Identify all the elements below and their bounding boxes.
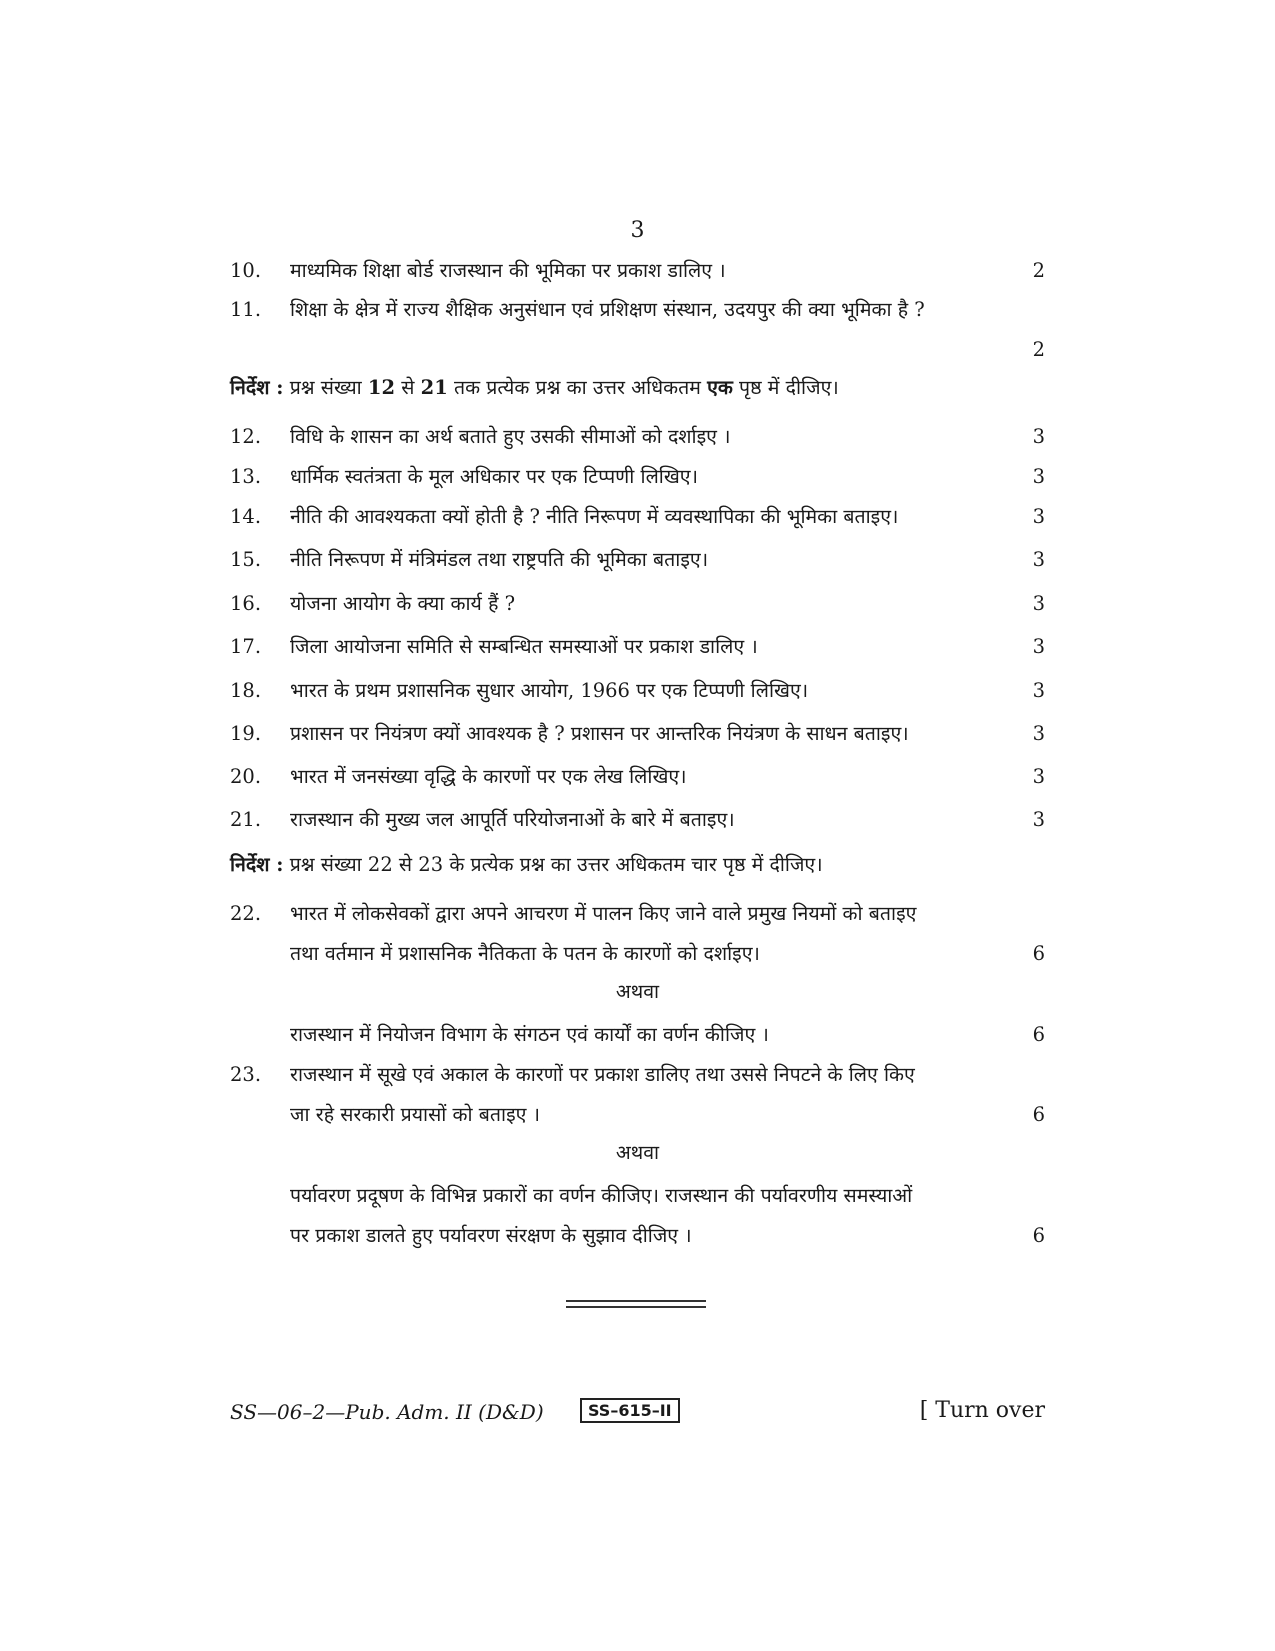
question-11 bbox=[230, 290, 1045, 370]
question-text: जिला आयोजना समिति से सम्बन्धित समस्याओं पर प्रकाश डालिए । bbox=[290, 635, 758, 658]
question-text-line2: तथा वर्तमान में प्रशासनिक नैतिकता के पतन के कारणों को दर्शाइए। bbox=[290, 942, 760, 965]
question-marks: 3 bbox=[1032, 465, 1045, 488]
question-number: 19. bbox=[230, 722, 262, 745]
question-23-alternative bbox=[230, 1176, 1045, 1256]
question-marks: 6 bbox=[1032, 1224, 1045, 1247]
question-marks: 3 bbox=[1032, 592, 1045, 615]
instruction-text: से bbox=[401, 376, 415, 399]
question-marks: 3 bbox=[1032, 808, 1045, 831]
question-marks: 6 bbox=[1032, 942, 1045, 965]
question-number: 21. bbox=[230, 808, 262, 831]
end-rule-bottom bbox=[566, 1306, 706, 1308]
question-number: 10. bbox=[230, 259, 262, 282]
question-number: 13. bbox=[230, 465, 262, 488]
footer-paper-code: SS–615–II bbox=[580, 1398, 680, 1423]
question-marks: 3 bbox=[1032, 765, 1045, 788]
question-marks: 6 bbox=[1032, 1023, 1045, 1046]
question-marks: 3 bbox=[1032, 635, 1045, 658]
question-text: नीति निरूपण में मंत्रिमंडल तथा राष्ट्रपति की भूमिका बताइए। bbox=[290, 548, 709, 571]
question-text: विधि के शासन का अर्थ बताते हुए उसकी सीमाओं को दर्शाइए । bbox=[290, 425, 731, 448]
question-marks: 2 bbox=[1032, 259, 1045, 282]
question-marks: 3 bbox=[1032, 548, 1045, 571]
question-text-line1: भारत में लोकसेवकों द्वारा अपने आचरण में पालन किए जाने वाले प्रमुख नियमों को बताइए bbox=[290, 902, 917, 925]
instruction-section-c bbox=[230, 845, 823, 885]
question-text: भारत के प्रथम प्रशासनिक सुधार आयोग, 1966 पर एक टिप्पणी लिखिए। bbox=[290, 679, 809, 702]
footer-turn-over: [ Turn over bbox=[919, 1398, 1045, 1423]
question-number: 17. bbox=[230, 635, 262, 658]
question-text: योजना आयोग के क्या कार्य हैं ? bbox=[290, 592, 516, 615]
instruction-label: निर्देश : bbox=[230, 853, 284, 876]
instruction-number-to: 21 bbox=[420, 376, 448, 399]
instruction-text: पृष्ठ में दीजिए। bbox=[739, 376, 839, 399]
question-text: राजस्थान की मुख्य जल आपूर्ति परियोजनाओं के बारे में बताइए। bbox=[290, 808, 735, 831]
question-number: 11. bbox=[230, 298, 262, 321]
question-marks: 6 bbox=[1032, 1103, 1045, 1126]
question-text-line1: राजस्थान में सूखे एवं अकाल के कारणों पर प्रकाश डालिए तथा उससे निपटने के लिए किए bbox=[290, 1063, 915, 1086]
instruction-text: प्रश्न संख्या bbox=[289, 376, 362, 399]
question-number: 12. bbox=[230, 425, 262, 448]
question-number: 14. bbox=[230, 505, 262, 528]
instruction-label: निर्देश : bbox=[230, 376, 284, 399]
question-marks: 2 bbox=[1032, 338, 1045, 361]
end-rule-top bbox=[566, 1300, 706, 1302]
question-marks: 3 bbox=[1032, 679, 1045, 702]
instruction-text: प्रश्न संख्या 22 से 23 के प्रत्येक प्रश्न का उत्तर अधिकतम चार पृष्ठ में दीजिए। bbox=[289, 853, 823, 876]
question-number: 23. bbox=[230, 1063, 262, 1086]
question-marks: 3 bbox=[1032, 425, 1045, 448]
instruction-emphasis: एक bbox=[707, 376, 733, 399]
question-text: राजस्थान में नियोजन विभाग के संगठन एवं कार्यों का वर्णन कीजिए । bbox=[290, 1023, 769, 1046]
instruction-text: तक प्रत्येक प्रश्न का उत्तर अधिकतम bbox=[454, 376, 701, 399]
page-number: 3 bbox=[630, 218, 645, 243]
question-text-line2: पर प्रकाश डालते हुए पर्यावरण संरक्षण के सुझाव दीजिए । bbox=[290, 1224, 692, 1247]
question-text-line2: जा रहे सरकारी प्रयासों को बताइए । bbox=[290, 1103, 541, 1126]
question-text: नीति की आवश्यकता क्यों होती है ? नीति निरूपण में व्यवस्थापिका की भूमिका बताइए। bbox=[290, 505, 899, 528]
question-number: 18. bbox=[230, 679, 262, 702]
question-23 bbox=[230, 1055, 1045, 1135]
question-marks: 3 bbox=[1032, 505, 1045, 528]
question-text: प्रशासन पर नियंत्रण क्यों आवश्यक है ? प्रशासन पर आन्तरिक नियंत्रण के साधन बताइए। bbox=[290, 722, 909, 745]
footer-paper-id: SS—06–2—Pub. Adm. II (D&D) bbox=[230, 1400, 544, 1424]
question-text: शिक्षा के क्षेत्र में राज्य शैक्षिक अनुसंधान एवं प्रशिक्षण संस्थान, उदयपुर की क्या भूमिका है ? bbox=[290, 298, 925, 321]
or-label: अथवा bbox=[615, 1141, 660, 1164]
question-number: 16. bbox=[230, 592, 262, 615]
question-number: 15. bbox=[230, 548, 262, 571]
question-number: 22. bbox=[230, 902, 262, 925]
question-22 bbox=[230, 894, 1045, 974]
question-text-line1: पर्यावरण प्रदूषण के विभिन्न प्रकारों का वर्णन कीजिए। राजस्थान की पर्यावरणीय समस्याओं bbox=[290, 1184, 913, 1207]
or-label: अथवा bbox=[615, 980, 660, 1003]
question-text: माध्यमिक शिक्षा बोर्ड राजस्थान की भूमिका पर प्रकाश डालिए । bbox=[290, 259, 726, 282]
question-text: भारत में जनसंख्या वृद्धि के कारणों पर एक लेख लिखिए। bbox=[290, 765, 687, 788]
instruction-section-b bbox=[230, 368, 839, 408]
question-text: धार्मिक स्वतंत्रता के मूल अधिकार पर एक टिप्पणी लिखिए। bbox=[290, 465, 698, 488]
question-number: 20. bbox=[230, 765, 262, 788]
question-marks: 3 bbox=[1032, 722, 1045, 745]
instruction-number-from: 12 bbox=[367, 376, 396, 399]
